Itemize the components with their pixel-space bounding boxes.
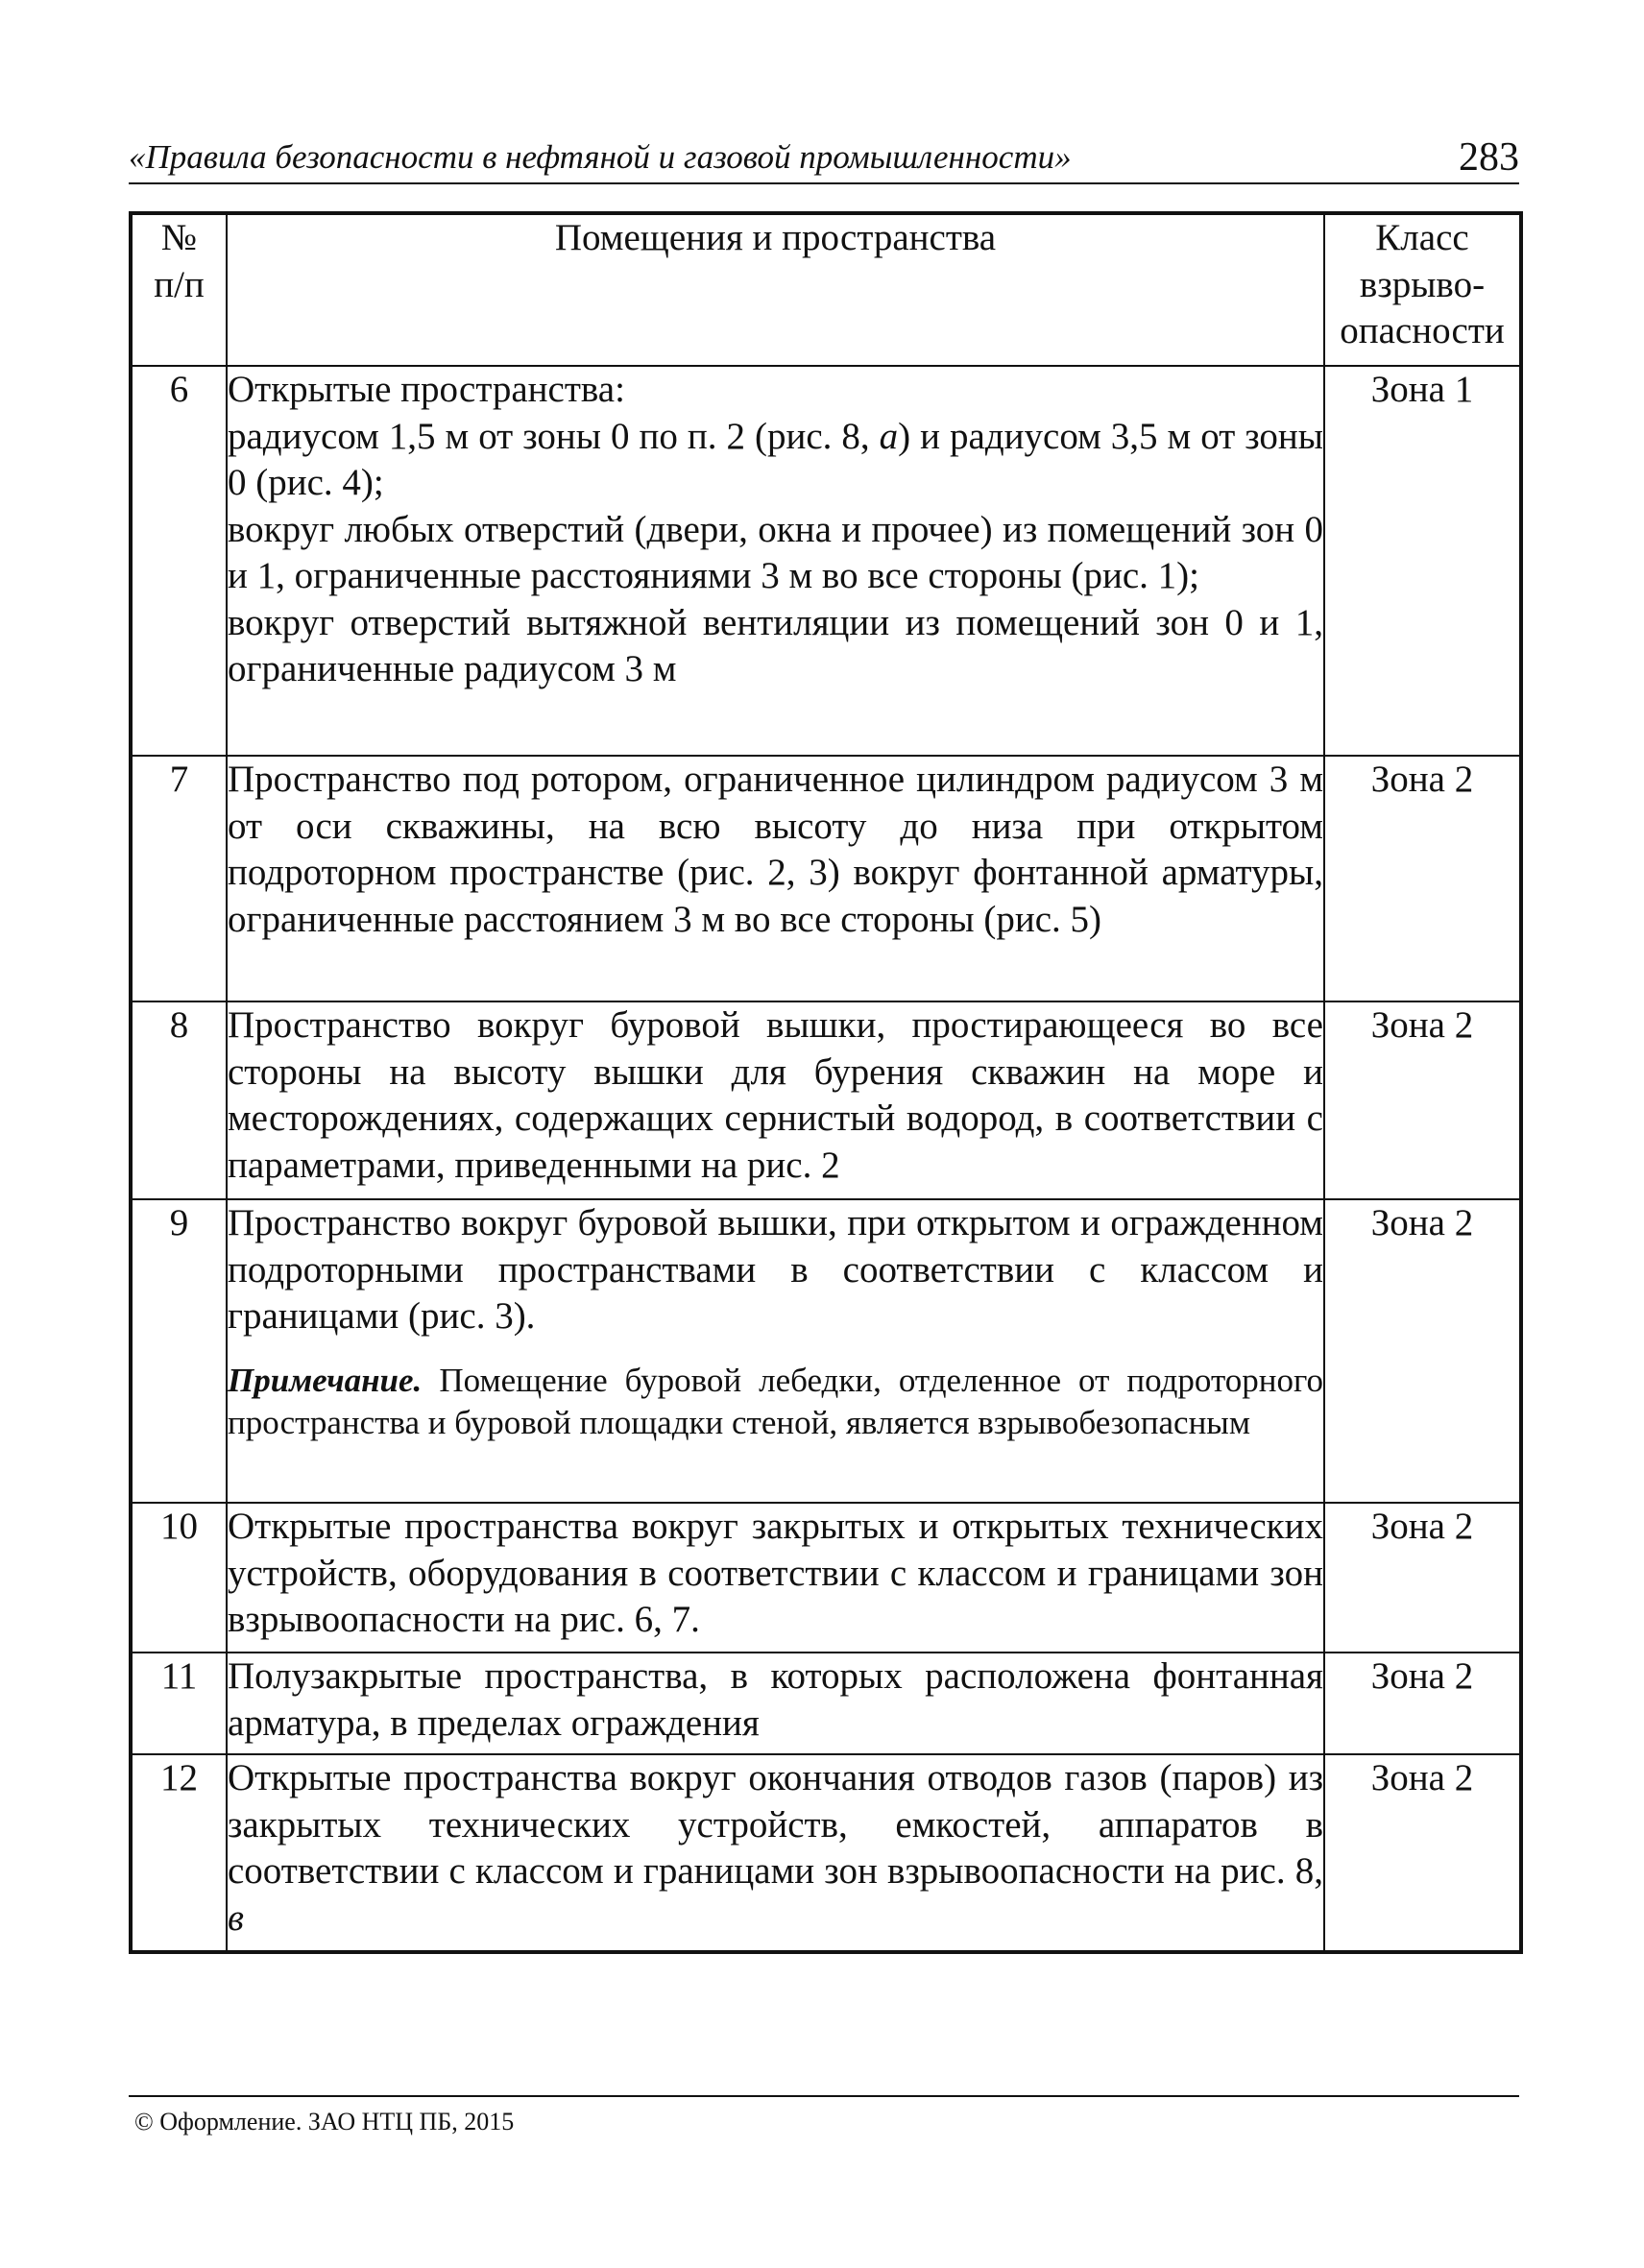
table-row: [131, 1001, 1521, 1199]
header-class-line1: Класс: [1375, 217, 1469, 258]
table-row: [131, 1503, 1521, 1653]
header-class-line2: взрыво-: [1359, 263, 1486, 305]
figure-letter: в: [228, 1896, 244, 1939]
note-label: Примечание.: [228, 1361, 423, 1399]
row-class: Зона 2: [1324, 1503, 1521, 1653]
row-description-text: Пространство вокруг буровой вышки, при открытом и огражденном подроторными пространствами в соответствии с классом и границами (рис. 3).: [228, 1202, 1323, 1337]
header-number-line2: п/п: [154, 263, 205, 305]
row-description: Полузакрытые пространства, в которых расположена фонтанная арматура, в пределах ограждения: [227, 1653, 1324, 1754]
row-number: 7: [131, 756, 227, 1001]
table-header-row: [131, 213, 1521, 366]
row-description: [227, 366, 1324, 756]
page-number: 283: [1459, 135, 1519, 180]
table-row: [131, 1199, 1521, 1503]
footer-copyright: © Оформление. ЗАО НТЦ ПБ, 2015: [134, 2108, 515, 2135]
row-description: Открытые пространства вокруг закрытых и открытых технических устройств, оборудования в соответствии с классом и границами зон взрывоопасности на рис. 6, 7.: [227, 1503, 1324, 1653]
table-row: [131, 756, 1521, 1001]
row-number: 10: [131, 1503, 227, 1653]
running-head: [129, 133, 1519, 184]
note-text: Помещение буровой лебедки, отделенное от подроторного пространства и буровой площадки стеной, является взрывобезопасным: [228, 1361, 1323, 1441]
row-class: Зона 2: [1324, 1199, 1521, 1503]
header-number: [131, 213, 227, 366]
table-row: [131, 366, 1521, 756]
row-description-line: Открытые пространства:: [228, 369, 625, 410]
row-class: Зона 1: [1324, 366, 1521, 756]
row-number: 9: [131, 1199, 227, 1503]
row-class: Зона 2: [1324, 1001, 1521, 1199]
row-description: Пространство вокруг буровой вышки, простирающееся во все стороны на высоту вышки для бурения скважин на море и месторождениях, содержащих сернистый водород, в соответствии с параметрами, приведенными на рис. 2: [227, 1001, 1324, 1199]
row-description: Пространство под ротором, ограниченное цилиндром радиусом 3 м от оси скважины, на всю высоту до низа при открытом подроторном пространстве (рис. 2, 3) вокруг фонтанной арматуры, ограниченные расстоянием 3 м во все стороны (рис. 5): [227, 756, 1324, 1001]
running-head-title: «Правила безопасности в нефтяной и газовой промышленности»: [129, 138, 1072, 176]
row-description-line: вокруг любых отверстий (двери, окна и прочее) из помещений зон 0 и 1, ограниченные расстояниями 3 м во все стороны (рис. 1);: [228, 508, 1323, 596]
row-description: [227, 1199, 1324, 1503]
footer-rule: [129, 2095, 1519, 2097]
row-number: 12: [131, 1754, 227, 1952]
header-number-line1: №: [160, 217, 198, 258]
table-row: [131, 1754, 1521, 1952]
row-class: Зона 2: [1324, 756, 1521, 1001]
row-description: Открытые пространства вокруг окончания отводов газов (паров) из закрытых технических устройств, емкостей, аппаратов в соответствии с классом и границами зон взрывоопасности на рис. 8, в: [227, 1754, 1324, 1952]
row-description-line: вокруг отверстий вытяжной вентиляции из помещений зон 0 и 1, ограниченные радиусом 3 м: [228, 601, 1323, 689]
row-class: Зона 2: [1324, 1653, 1521, 1754]
row-number: 6: [131, 366, 227, 756]
figure-letter: а: [879, 415, 899, 457]
header-class-line3: опасности: [1340, 310, 1505, 351]
row-description-line: радиусом 1,5 м от зоны 0 по п. 2 (рис. 8, а) и радиусом 3,5 м от зоны 0 (рис. 4);: [228, 415, 1323, 503]
header-description: Помещения и пространства: [227, 213, 1324, 366]
hazard-zone-table: [129, 211, 1523, 1954]
row-number: 8: [131, 1001, 227, 1199]
row-note: [228, 1360, 1323, 1444]
row-class: Зона 2: [1324, 1754, 1521, 1952]
header-class: [1324, 213, 1521, 366]
row-number: 11: [131, 1653, 227, 1754]
table-row: [131, 1653, 1521, 1754]
